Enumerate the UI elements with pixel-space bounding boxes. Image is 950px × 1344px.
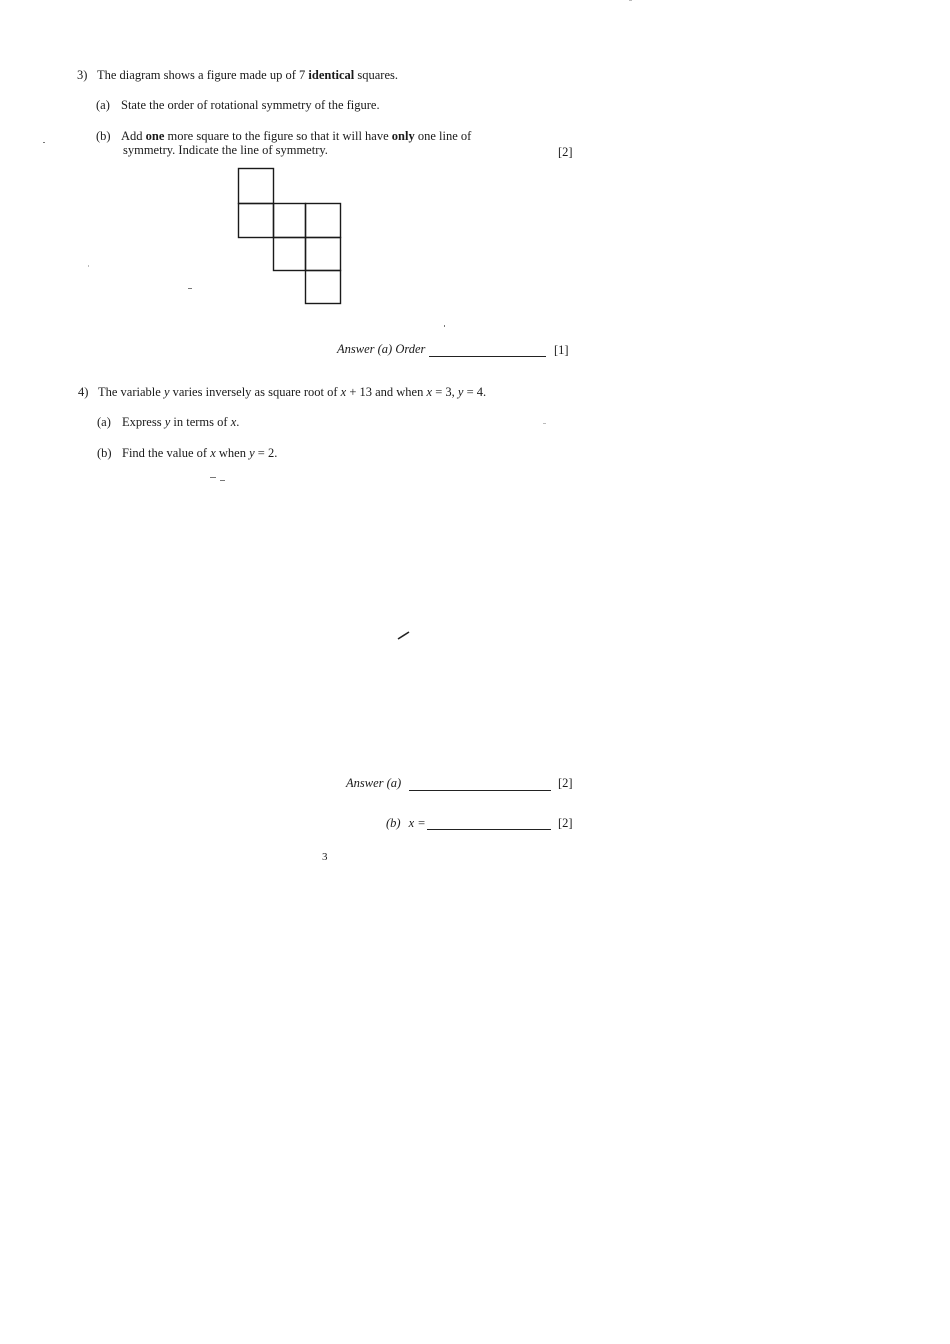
q4-stem-a: The variable	[98, 385, 164, 399]
square-6	[306, 238, 341, 271]
q4b-text-b: when	[215, 446, 250, 460]
q3-answer-marks: [1]	[554, 343, 569, 357]
scan-speck	[88, 265, 89, 267]
q3-answer-label	[337, 342, 425, 357]
q3b-line1-prefix: Add	[121, 129, 146, 143]
q4b-text	[122, 446, 277, 461]
q4b-text-a: Find the value of	[122, 446, 211, 460]
square-4	[306, 204, 341, 238]
scan-speck	[220, 480, 225, 481]
q4-answer-b-marks: [2]	[558, 816, 573, 830]
square-3	[274, 204, 306, 238]
q4-stem	[98, 385, 486, 400]
q4-answer-b-x: x =	[408, 816, 426, 830]
q4b-label: (b)	[97, 446, 112, 460]
q4a-var-y: y	[164, 415, 171, 429]
square-7	[306, 271, 341, 304]
q3b-line1	[121, 129, 471, 144]
q3b-line2: symmetry. Indicate the line of symmetry.	[123, 143, 328, 157]
q4b-text-c: = 2.	[254, 446, 278, 460]
scan-speck	[543, 423, 546, 424]
q3b-line1-mid: more square to the figure so that it will have	[164, 129, 392, 143]
q3b-bold-one: one	[145, 129, 165, 143]
q3b-bold-only: only	[391, 129, 415, 143]
scan-speck	[629, 0, 632, 1]
q4-stem-expr-rest: + 13 and when	[346, 385, 427, 399]
q4-answer-a-line[interactable]	[409, 790, 551, 791]
q4a-text-c: .	[236, 415, 240, 429]
q4a-text	[122, 415, 239, 430]
q4a-text-a: Express	[122, 415, 165, 429]
q4-stem-expr-x: x	[340, 385, 347, 399]
square-5	[274, 238, 306, 271]
page-number: 3	[322, 851, 328, 863]
squares-figure	[236, 167, 344, 307]
square-1	[239, 169, 274, 204]
q4b-var-y: y	[249, 446, 255, 460]
square-2	[239, 204, 274, 238]
q4a-var-x: x	[230, 415, 237, 429]
pen-mark	[397, 630, 411, 640]
q3-stem-prefix: The diagram shows a figure made up of 7	[97, 68, 309, 82]
q3b-marks: [2]	[558, 145, 573, 159]
q4-stem-c: = 3,	[432, 385, 458, 399]
q4-answer-b-line[interactable]	[427, 829, 551, 830]
q3-answer-line[interactable]	[429, 356, 546, 357]
q3-number: 3)	[77, 68, 88, 82]
q4-stem-x2: x	[426, 385, 433, 399]
q3-stem	[97, 68, 398, 83]
q4a-label: (a)	[97, 415, 111, 429]
q4-stem-y2: y	[457, 385, 464, 399]
q3a-label: (a)	[96, 98, 110, 112]
q3b-label: (b)	[96, 129, 111, 143]
q4-stem-b: varies inversely as square root of	[169, 385, 341, 399]
q3-stem-bold: identical	[308, 68, 355, 82]
q4b-var-x: x	[210, 446, 216, 460]
q4-answer-b-label	[386, 816, 426, 831]
q4-answer-a-marks: [2]	[558, 776, 573, 790]
scan-speck	[43, 142, 45, 143]
q3a-text: State the order of rotational symmetry of the figure.	[121, 98, 380, 112]
q3b-line1-suffix: one line of	[414, 129, 472, 143]
q4a-text-b: in terms of	[170, 415, 231, 429]
q4-answer-b-part: (b)	[386, 816, 401, 830]
q4-stem-y: y	[163, 385, 170, 399]
scan-speck	[210, 477, 216, 478]
q4-number: 4)	[78, 385, 89, 399]
q4-stem-d: = 4.	[463, 385, 487, 399]
scan-speck	[188, 288, 192, 289]
q3-stem-suffix: squares.	[354, 68, 398, 82]
q4-answer-a-label	[346, 776, 401, 791]
q3-answer-text: Answer (a) Order	[337, 342, 426, 356]
scan-speck	[444, 325, 445, 327]
q4-answer-a-text: Answer (a)	[346, 776, 402, 790]
